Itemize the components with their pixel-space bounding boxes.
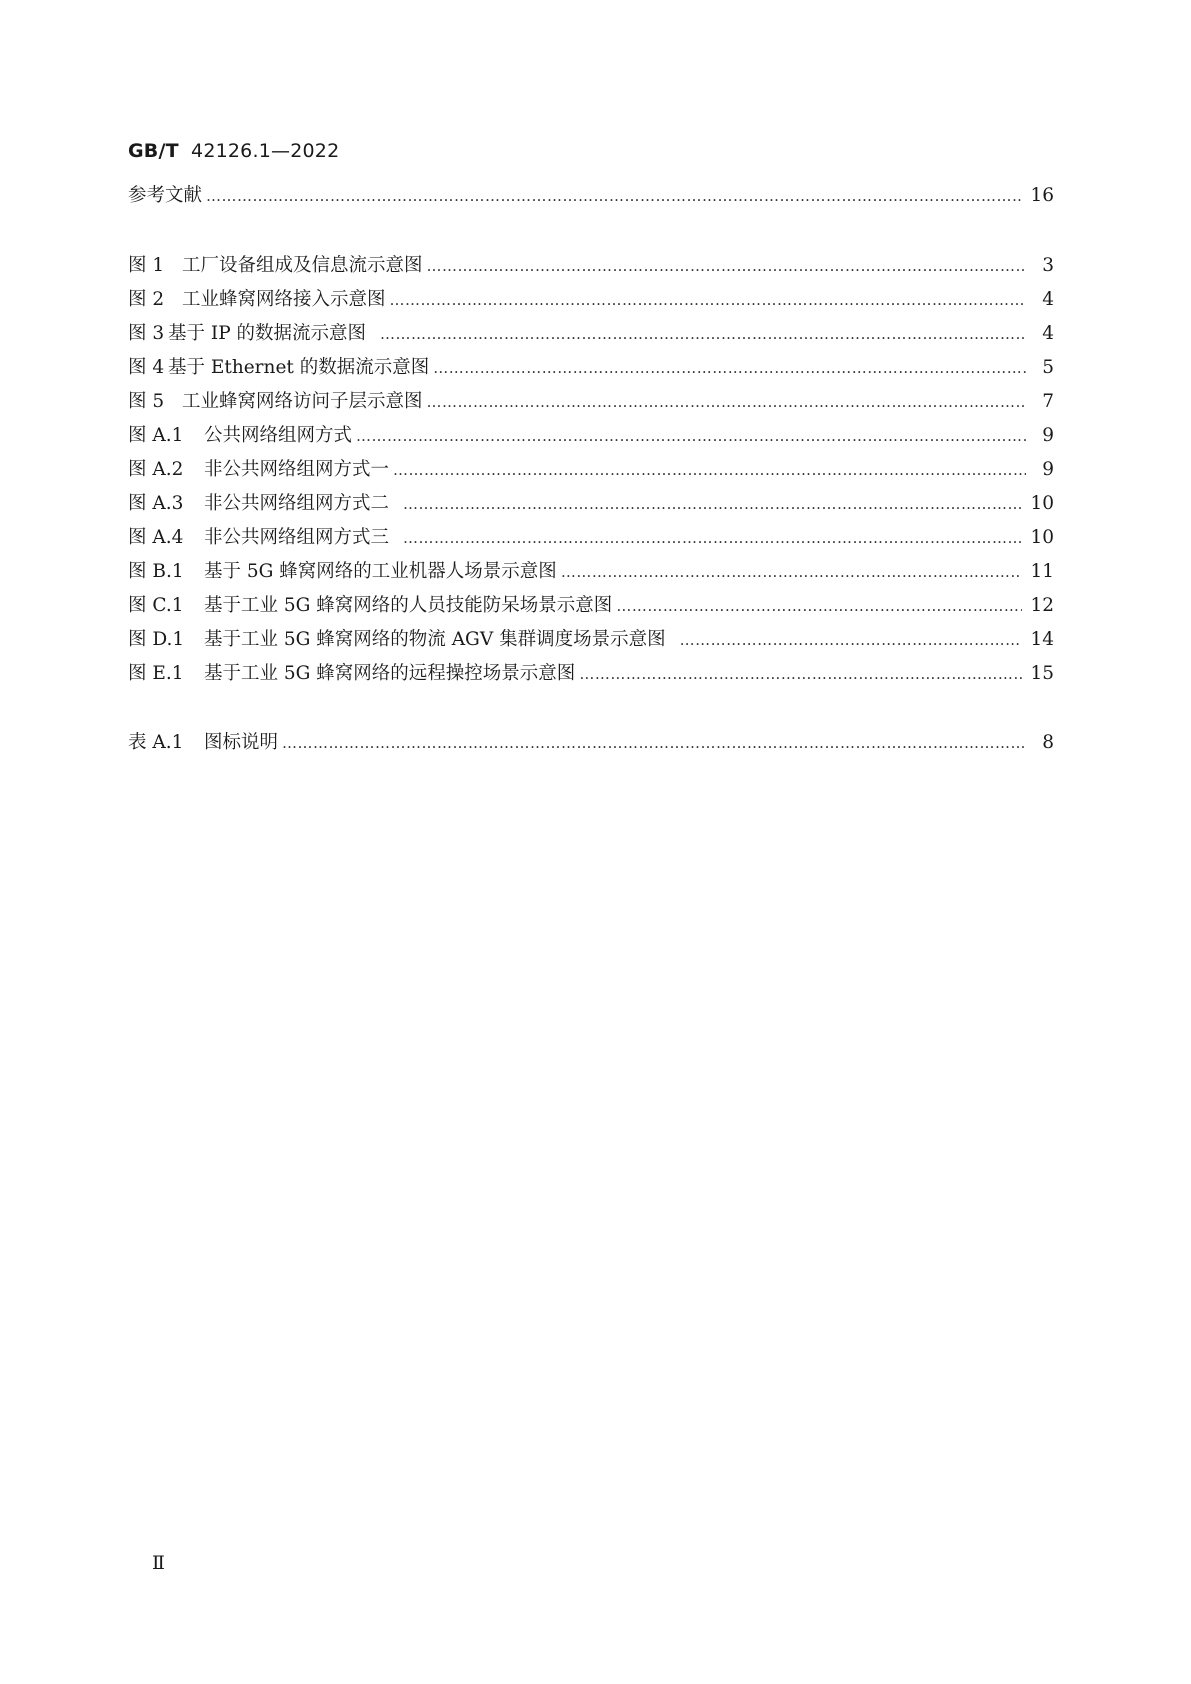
toc-item-number: 图 D.1 bbox=[128, 629, 185, 650]
page-number-footer: Ⅱ bbox=[152, 1552, 165, 1574]
toc-item-figure-1[interactable] bbox=[128, 251, 1054, 279]
toc-item-page: 11 bbox=[1030, 561, 1054, 582]
toc-item-number: 表 A.1 bbox=[128, 732, 184, 753]
toc-item-page: 12 bbox=[1030, 595, 1054, 616]
toc-item-figure-e1[interactable] bbox=[128, 659, 1054, 687]
toc-item-figure-a3[interactable] bbox=[128, 489, 1054, 517]
toc-item-page: 4 bbox=[1042, 289, 1054, 310]
toc-item-number: 图 B.1 bbox=[128, 561, 184, 582]
toc-leader-dots bbox=[403, 531, 1022, 546]
toc-item-page: 3 bbox=[1042, 255, 1054, 276]
toc-leader-dots bbox=[433, 361, 1026, 376]
standard-code-header bbox=[128, 140, 339, 162]
toc-item-number: 图 E.1 bbox=[128, 663, 184, 684]
toc-item-number: 图 4 bbox=[128, 357, 165, 378]
toc-item-number: 图 2 bbox=[128, 289, 165, 310]
toc-item-figure-a4[interactable] bbox=[128, 523, 1054, 551]
toc-item-title: 非公共网络组网方式三 bbox=[204, 527, 390, 548]
toc-item-title: 基于工业 5G 蜂窝网络的物流 AGV 集群调度场景示意图 bbox=[204, 629, 666, 650]
toc-item-title: 非公共网络组网方式一 bbox=[204, 459, 390, 480]
toc-item-title: 参考文献 bbox=[128, 185, 203, 206]
toc-item-title: 公共网络组网方式 bbox=[204, 425, 353, 446]
toc-item-figure-a2[interactable] bbox=[128, 455, 1054, 483]
toc-leader-dots bbox=[579, 667, 1022, 682]
toc-item-title: 基于 Ethernet 的数据流示意图 bbox=[168, 357, 430, 378]
toc-item-title: 工业蜂窝网络接入示意图 bbox=[182, 289, 386, 310]
toc-item-title: 非公共网络组网方式二 bbox=[204, 493, 390, 514]
toc-item-title: 基于工业 5G 蜂窝网络的人员技能防呆场景示意图 bbox=[204, 595, 613, 616]
toc-item-number: 图 A.1 bbox=[128, 425, 184, 446]
toc-item-figure-5[interactable] bbox=[128, 387, 1054, 415]
toc-item-figure-4[interactable] bbox=[128, 353, 1054, 381]
toc-item-page: 9 bbox=[1042, 425, 1054, 446]
toc-leader-dots bbox=[616, 599, 1022, 614]
toc-item-page: 10 bbox=[1030, 493, 1054, 514]
toc-item-title: 工业蜂窝网络访问子层示意图 bbox=[182, 391, 423, 412]
standard-code-prefix: GB/T bbox=[128, 140, 179, 162]
toc-item-figure-d1[interactable] bbox=[128, 625, 1054, 653]
toc-item-figure-c1[interactable] bbox=[128, 591, 1054, 619]
toc-leader-dots bbox=[403, 497, 1022, 512]
toc-item-number: 图 A.3 bbox=[128, 493, 184, 514]
toc-item-figure-3[interactable] bbox=[128, 319, 1054, 347]
toc-item-title: 工厂设备组成及信息流示意图 bbox=[182, 255, 423, 276]
toc-item-page: 16 bbox=[1030, 185, 1054, 206]
standard-code-number: 42126.1—2022 bbox=[191, 140, 340, 162]
toc-item-page: 14 bbox=[1030, 629, 1054, 650]
toc-item-page: 10 bbox=[1030, 527, 1054, 548]
toc-leader-dots bbox=[390, 293, 1026, 308]
toc-item-figure-b1[interactable] bbox=[128, 557, 1054, 585]
toc-leader-dots bbox=[427, 395, 1026, 410]
toc-leader-dots bbox=[427, 259, 1026, 274]
toc-item-number: 图 A.4 bbox=[128, 527, 184, 548]
toc-item-title: 基于 IP 的数据流示意图 bbox=[168, 323, 367, 344]
toc-item-figure-2[interactable] bbox=[128, 285, 1054, 313]
toc-item-number: 图 5 bbox=[128, 391, 165, 412]
toc-item-page: 15 bbox=[1030, 663, 1054, 684]
toc-leader-dots bbox=[356, 429, 1026, 444]
toc-item-page: 8 bbox=[1042, 732, 1054, 753]
toc-item-page: 7 bbox=[1042, 391, 1054, 412]
toc-item-title: 基于 5G 蜂窝网络的工业机器人场景示意图 bbox=[204, 561, 557, 582]
toc-leader-dots bbox=[393, 463, 1026, 478]
toc-item-number: 图 A.2 bbox=[128, 459, 184, 480]
toc-leader-dots bbox=[380, 327, 1026, 342]
toc-leader-dots bbox=[561, 565, 1023, 580]
toc-item-number: 图 3 bbox=[128, 323, 165, 344]
toc-item-title: 基于工业 5G 蜂窝网络的远程操控场景示意图 bbox=[204, 663, 576, 684]
toc-item-figure-a1[interactable] bbox=[128, 421, 1054, 449]
toc-item-title: 图标说明 bbox=[204, 732, 279, 753]
toc-item-page: 9 bbox=[1042, 459, 1054, 480]
toc-item-number: 图 C.1 bbox=[128, 595, 184, 616]
toc-item-table-a1[interactable] bbox=[128, 728, 1054, 756]
toc-item-page: 5 bbox=[1042, 357, 1054, 378]
toc-item-number: 图 1 bbox=[128, 255, 165, 276]
toc-leader-dots bbox=[680, 633, 1023, 648]
toc-item-bibliography[interactable] bbox=[128, 181, 1054, 209]
toc-leader-dots bbox=[282, 736, 1026, 751]
toc-leader-dots bbox=[206, 189, 1022, 204]
toc-item-page: 4 bbox=[1042, 323, 1054, 344]
